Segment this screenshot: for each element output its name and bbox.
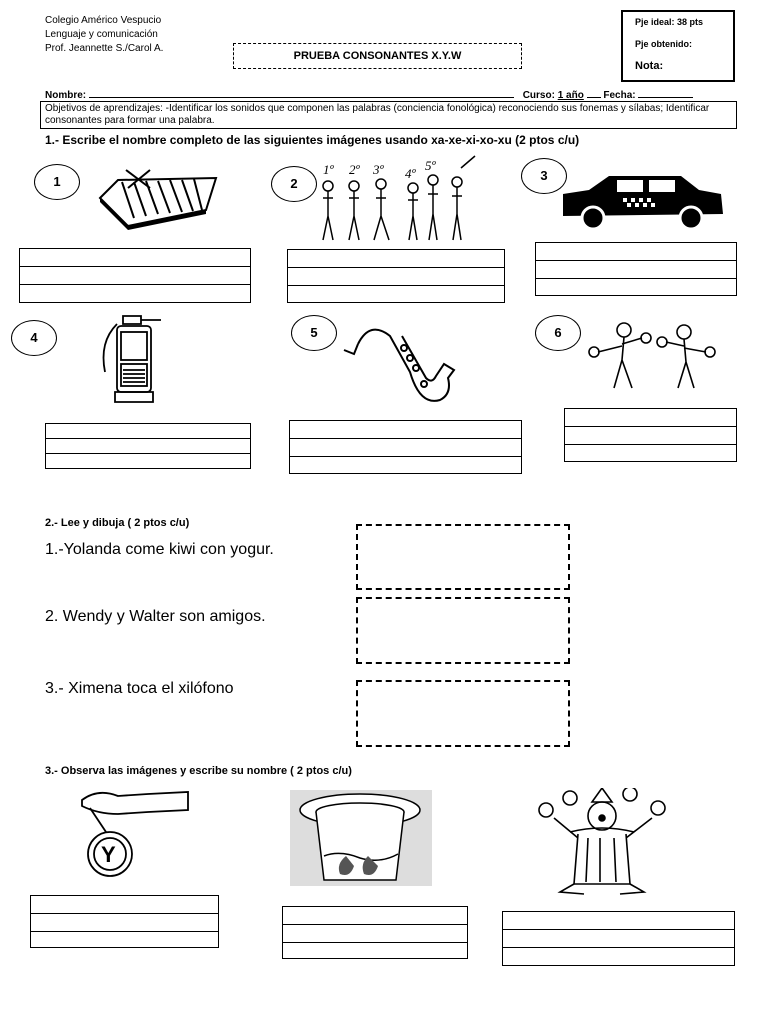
test-title: PRUEBA CONSONANTES X.Y.W — [233, 43, 522, 69]
obtained-score: Pje obtenido: — [635, 39, 692, 49]
sentence-2: 2. Wendy y Walter son amigos. — [45, 608, 266, 625]
ordinal-1: 1º — [323, 162, 334, 177]
yoyo-icon — [78, 788, 192, 880]
juggler-clown-icon — [530, 788, 680, 900]
item-number-3: 3 — [521, 158, 567, 194]
drawing-box-3[interactable] — [356, 680, 570, 747]
ordinal-5: 5º — [425, 158, 436, 173]
answer-lines-8[interactable] — [282, 906, 468, 959]
sentence-3: 3.- Ximena toca el xilófono — [45, 680, 234, 697]
subject-name: Lenguaje y comunicación — [45, 29, 158, 40]
xylophone-icon — [98, 168, 220, 230]
school-name: Colegio Américo Vespucio — [45, 15, 162, 26]
extinguisher-icon — [95, 312, 170, 412]
grade-label: Nota: — [635, 60, 664, 72]
teacher-name: Prof. Jeannette S./Carol A. — [45, 43, 164, 54]
taxi-icon — [561, 172, 726, 230]
section2-title: 2.- Lee y dibuja ( 2 ptos c/u) — [45, 517, 190, 529]
item-number-6: 6 — [535, 315, 581, 351]
boxers-icon — [584, 318, 730, 390]
sentence-1: 1.-Yolanda come kiwi con yogur. — [45, 541, 274, 558]
item-number-4: 4 — [11, 320, 57, 356]
school-info — [45, 14, 163, 56]
answer-lines-2[interactable] — [287, 249, 505, 303]
ordinal-2: 2º — [349, 162, 360, 177]
section3-title: 3.- Observa las imágenes y escribe su nombre ( 2 ptos c/u) — [45, 765, 352, 777]
yoyo-letter: Y — [101, 842, 116, 867]
score-box — [621, 10, 735, 82]
yogurt-icon — [290, 790, 432, 886]
answer-lines-3[interactable] — [535, 242, 737, 296]
item-number-1: 1 — [34, 164, 80, 200]
date-field[interactable] — [638, 87, 693, 98]
student-info-line — [45, 87, 725, 101]
item-number-2: 2 — [271, 166, 317, 202]
section1-title: 1.- Escribe el nombre completo de las siguientes imágenes usando xa-xe-xi-xo-xu (2 ptos c/u) — [45, 133, 580, 147]
answer-lines-9[interactable] — [502, 911, 735, 966]
queue-people-icon — [315, 154, 481, 244]
answer-lines-7[interactable] — [30, 895, 219, 948]
ideal-score: Pje ideal: 38 pts — [635, 17, 704, 27]
course-underline — [587, 87, 601, 98]
name-label: Nombre: — [45, 90, 87, 101]
saxophone-icon — [340, 314, 460, 416]
course-label: Curso: — [522, 90, 555, 101]
ordinal-4: 4º — [405, 166, 416, 181]
answer-lines-5[interactable] — [289, 420, 522, 474]
ordinal-3: 3º — [373, 162, 384, 177]
item-number-5: 5 — [291, 315, 337, 351]
answer-lines-4[interactable] — [45, 423, 251, 469]
drawing-box-2[interactable] — [356, 597, 570, 664]
answer-lines-1[interactable] — [19, 248, 251, 303]
objectives-box: Objetivos de aprendizajes: -Identificar los sonidos que componen las palabras (conciencia fonológica) reconociendo sus fonemas y sílabas; Identificar consonantes para formar una palabra. — [40, 101, 737, 129]
answer-lines-6[interactable] — [564, 408, 737, 462]
drawing-box-1[interactable] — [356, 524, 570, 590]
name-field[interactable] — [89, 87, 514, 98]
date-label: Fecha: — [603, 90, 636, 101]
course-value: 1 año — [557, 90, 584, 101]
